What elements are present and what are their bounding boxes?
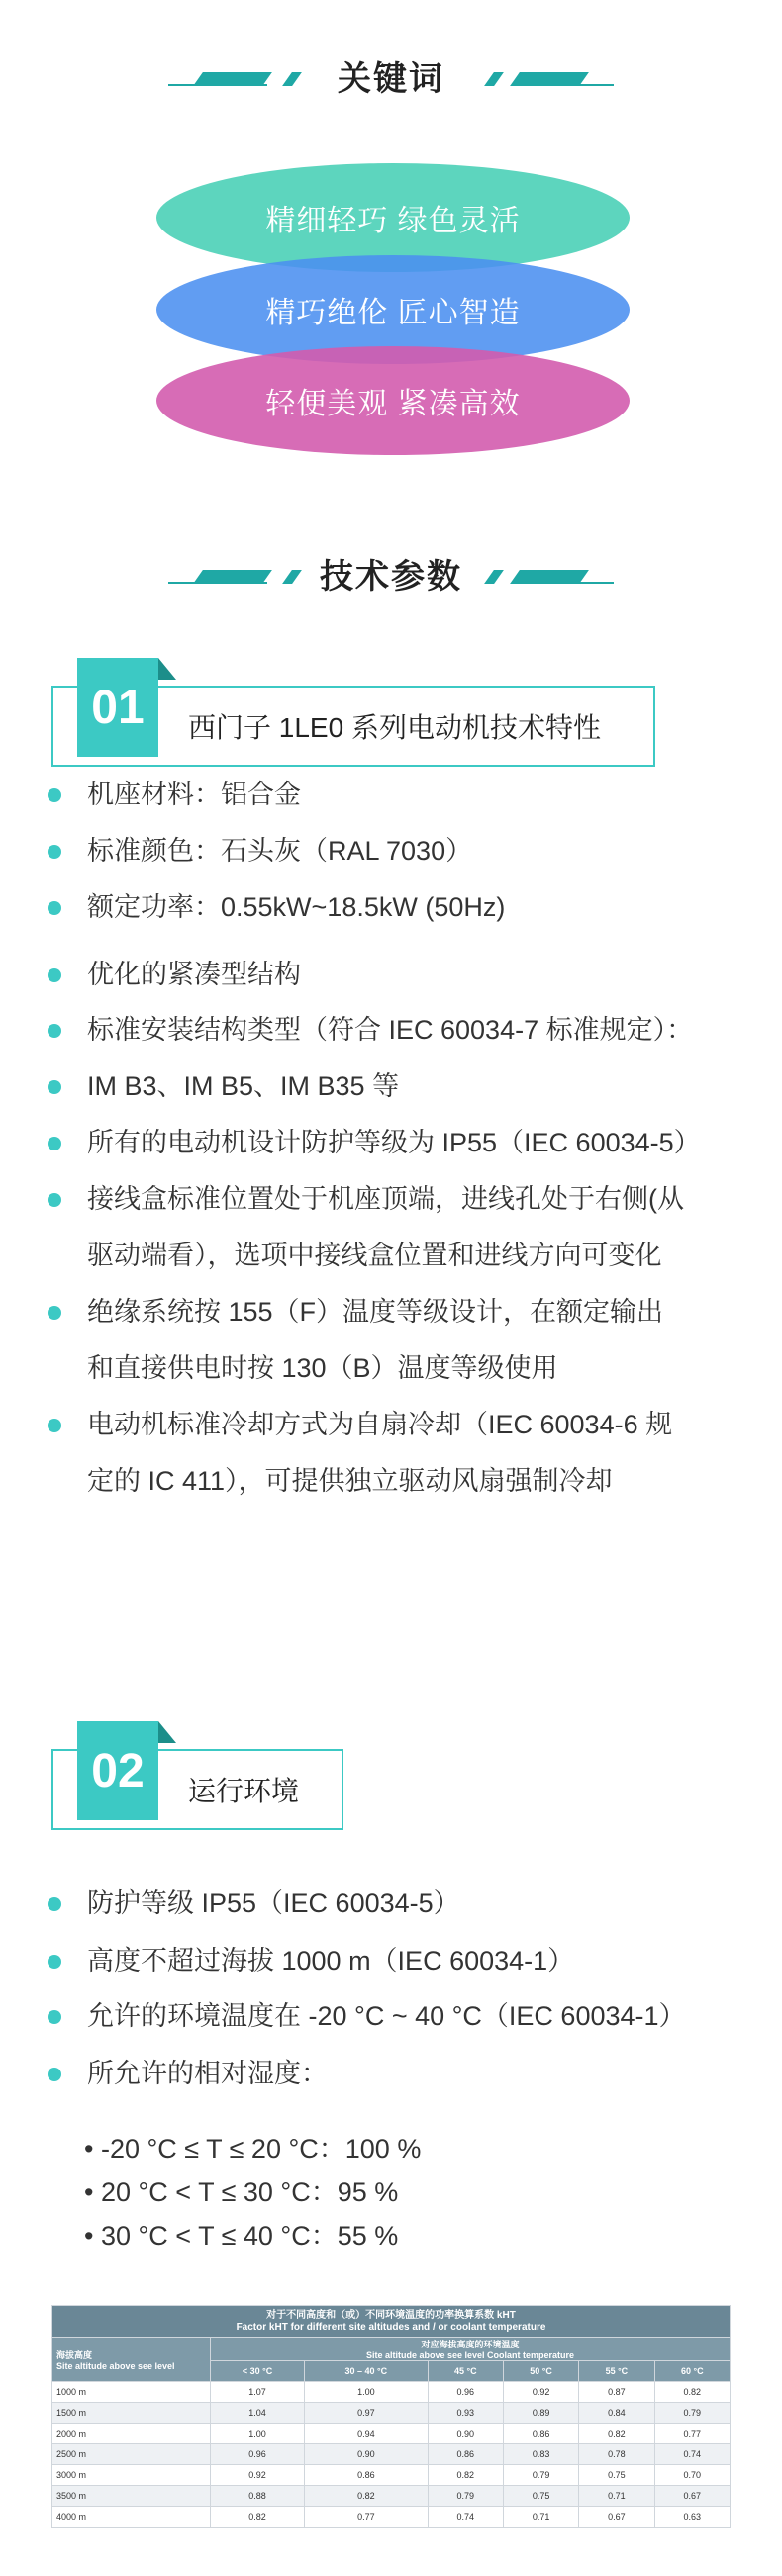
feature-text: 绝缘系统按 155（F）温度等级设计，在额定输出 — [87, 1297, 664, 1327]
right-decoration — [475, 72, 614, 86]
derating-table — [51, 2305, 731, 2528]
bullet-dot-icon — [48, 1897, 61, 1911]
factor-cell: 0.79 — [503, 2465, 578, 2486]
factor-cell: 0.74 — [428, 2507, 503, 2528]
table-row — [52, 2382, 731, 2403]
temperature-column-header: < 30 °C — [211, 2361, 305, 2382]
section2-fold-corner — [158, 1721, 176, 1743]
keyword-text-3: 轻便美观 紧凑高效 — [265, 388, 521, 420]
feature-text: 电动机标准冷却方式为自扇冷却（IEC 60034-6 规 — [87, 1410, 673, 1439]
factor-cell: 0.82 — [579, 2424, 654, 2444]
factor-cell: 0.75 — [503, 2486, 578, 2507]
factor-cell: 0.63 — [654, 2507, 730, 2528]
factor-cell: 0.96 — [428, 2382, 503, 2403]
factor-cell: 0.86 — [305, 2465, 429, 2486]
factor-cell: 0.82 — [305, 2486, 429, 2507]
temperature-column-header: 50 °C — [503, 2361, 578, 2382]
keyword-text-2: 精巧绝伦 匠心智造 — [265, 297, 521, 329]
humidity-line-1: • -20 °C ≤ T ≤ 20 °C：100 % — [84, 2134, 422, 2163]
altitude-cell: 2000 m — [52, 2424, 211, 2444]
tech-title: 技术参数 — [320, 558, 462, 596]
altitude-cell: 1000 m — [52, 2382, 211, 2403]
section2-title: 运行环境 — [188, 1776, 300, 1806]
table-body — [52, 2382, 731, 2528]
temperature-column-header: 55 °C — [579, 2361, 654, 2382]
factor-cell: 0.83 — [503, 2444, 578, 2465]
environment-text: 高度不超过海拔 1000 m（IEC 60034-1） — [87, 1946, 575, 1976]
altitude-cell: 1500 m — [52, 2403, 211, 2424]
feature-text: 额定功率：0.55kW~18.5kW (50Hz) — [87, 892, 506, 922]
section1-fold-corner — [158, 658, 176, 680]
factor-cell: 0.92 — [211, 2465, 305, 2486]
factor-cell: 0.67 — [654, 2486, 730, 2507]
factor-cell: 0.74 — [654, 2444, 730, 2465]
bullet-dot-icon — [48, 901, 61, 915]
factor-cell: 1.00 — [305, 2382, 429, 2403]
factor-cell: 0.82 — [428, 2465, 503, 2486]
section1-title: 西门子 1LE0 系列电动机技术特性 — [188, 712, 601, 743]
section2-number: 02 — [91, 1744, 145, 1797]
section1-number-block — [77, 658, 158, 757]
factor-cell: 0.86 — [428, 2444, 503, 2465]
keyword-ellipse-3 — [156, 346, 630, 455]
factor-cell: 0.89 — [503, 2403, 578, 2424]
factor-cell: 0.70 — [654, 2465, 730, 2486]
environment-text: 所允许的相对湿度： — [87, 2059, 328, 2088]
bullet-dot-icon — [48, 1193, 61, 1207]
tech-heading — [0, 547, 782, 606]
feature-text: 机座材料：铝合金 — [87, 780, 301, 809]
factor-cell: 0.71 — [579, 2486, 654, 2507]
altitude-cell: 4000 m — [52, 2507, 211, 2528]
feature-text: 标准颜色：石头灰（RAL 7030） — [87, 836, 473, 866]
factor-cell: 0.82 — [211, 2507, 305, 2528]
factor-cell: 0.87 — [579, 2382, 654, 2403]
factor-cell: 0.86 — [503, 2424, 578, 2444]
table-row — [52, 2444, 731, 2465]
keyword-text-1: 精细轻巧 绿色灵活 — [265, 205, 521, 237]
environment-text: 防护等级 IP55（IEC 60034-5） — [87, 1888, 460, 1918]
factor-cell: 0.77 — [305, 2507, 429, 2528]
bullet-dot-icon — [48, 1137, 61, 1150]
bullet-dot-icon — [48, 845, 61, 859]
table-caption-cn: 对于不同高度和（或）不同环境温度的功率换算系数 kHT — [266, 2309, 516, 2321]
factor-cell: 0.79 — [428, 2486, 503, 2507]
temperature-column-header: 60 °C — [654, 2361, 730, 2382]
factor-cell: 0.75 — [579, 2465, 654, 2486]
factor-cell: 1.04 — [211, 2403, 305, 2424]
factor-cell: 0.71 — [503, 2507, 578, 2528]
factor-cell: 0.77 — [654, 2424, 730, 2444]
factor-cell: 0.90 — [305, 2444, 429, 2465]
altitude-header-en: Site altitude above see level — [56, 2360, 175, 2371]
factor-cell: 0.94 — [305, 2424, 429, 2444]
temperature-header-en: Site altitude above see level Coolant temperature — [365, 2350, 575, 2360]
bullet-dot-icon — [48, 1419, 61, 1432]
factor-cell: 0.67 — [579, 2507, 654, 2528]
feature-text: IM B3、IM B5、IM B35 等 — [87, 1071, 400, 1101]
feature-text: 所有的电动机设计防护等级为 IP55（IEC 60034-5） — [87, 1128, 701, 1157]
feature-text-continued: 和直接供电时按 130（B）温度等级使用 — [87, 1353, 558, 1383]
factor-cell: 0.93 — [428, 2403, 503, 2424]
factor-cell: 0.96 — [211, 2444, 305, 2465]
table-row — [52, 2403, 731, 2424]
factor-cell: 0.79 — [654, 2403, 730, 2424]
keywords-title: 关键词 — [338, 60, 444, 98]
factor-cell: 0.82 — [654, 2382, 730, 2403]
factor-cell: 0.88 — [211, 2486, 305, 2507]
table-caption — [52, 2306, 731, 2338]
section1-number: 01 — [91, 681, 145, 734]
factor-cell: 1.00 — [211, 2424, 305, 2444]
keywords-heading — [0, 49, 782, 109]
bullet-dot-icon — [48, 1024, 61, 1038]
feature-text: 标准安装结构类型（符合 IEC 60034-7 标准规定）： — [87, 1015, 694, 1045]
factor-cell: 0.92 — [503, 2382, 578, 2403]
bullet-dot-icon — [48, 1080, 61, 1094]
altitude-header — [52, 2338, 211, 2382]
humidity-line-3: • 30 °C < T ≤ 40 °C：55 % — [84, 2221, 399, 2251]
altitude-cell: 3500 m — [52, 2486, 211, 2507]
table-caption-en: Factor kHT for different site altitudes and / or coolant temperature — [236, 2321, 546, 2333]
table-row — [52, 2424, 731, 2444]
feature-text: 接线盒标准位置处于机座顶端，进线孔处于右侧(从 — [87, 1184, 684, 1214]
bullet-dot-icon — [48, 2068, 61, 2081]
temperature-group-header — [211, 2338, 731, 2361]
factor-cell: 0.90 — [428, 2424, 503, 2444]
altitude-header-cn: 海拔高度 — [56, 2349, 93, 2360]
factor-cell: 1.07 — [211, 2382, 305, 2403]
section2-number-block — [77, 1721, 158, 1820]
altitude-cell: 2500 m — [52, 2444, 211, 2465]
temperature-column-header: 45 °C — [428, 2361, 503, 2382]
bullet-dot-icon — [48, 968, 61, 982]
bullet-dot-icon — [48, 1306, 61, 1320]
factor-cell: 0.84 — [579, 2403, 654, 2424]
table-row — [52, 2486, 731, 2507]
bullet-dot-icon — [48, 788, 61, 802]
humidity-line-2: • 20 °C < T ≤ 30 °C：95 % — [84, 2177, 399, 2207]
temperature-column-header: 30 – 40 °C — [305, 2361, 429, 2382]
environment-text: 允许的环境温度在 -20 °C ~ 40 °C（IEC 60034-1） — [87, 2001, 686, 2031]
factor-cell: 0.78 — [579, 2444, 654, 2465]
feature-text-continued: 定的 IC 411），可提供独立驱动风扇强制冷却 — [87, 1466, 613, 1496]
feature-text: 优化的紧凑型结构 — [87, 960, 301, 989]
right-decoration — [475, 570, 614, 584]
table-row — [52, 2465, 731, 2486]
bullet-dot-icon — [48, 2010, 61, 2024]
factor-cell: 0.97 — [305, 2403, 429, 2424]
temperature-header-cn: 对应海拔高度的环境温度 — [421, 2340, 520, 2349]
feature-text-continued: 驱动端看），选项中接线盒位置和进线方向可变化 — [87, 1241, 662, 1270]
table-row — [52, 2507, 731, 2528]
bullet-dot-icon — [48, 1955, 61, 1969]
altitude-cell: 3000 m — [52, 2465, 211, 2486]
